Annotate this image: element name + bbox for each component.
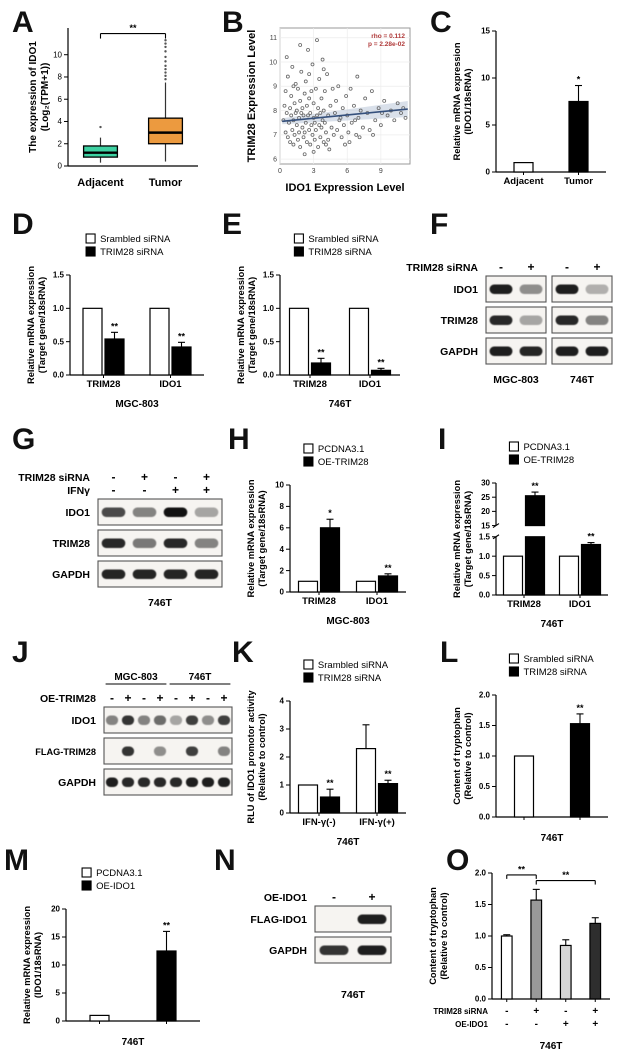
svg-text:TRIM28: TRIM28	[302, 596, 336, 607]
panel-k-label: K	[232, 636, 254, 669]
svg-text:Content of tryptophan: Content of tryptophan	[452, 707, 462, 805]
svg-text:-: -	[174, 691, 178, 705]
svg-text:8: 8	[279, 502, 284, 512]
panel-m-label: M	[4, 844, 29, 877]
svg-text:10: 10	[275, 480, 284, 490]
svg-text:0.0: 0.0	[478, 812, 490, 822]
svg-text:1.5: 1.5	[478, 532, 490, 542]
svg-text:-: -	[206, 691, 210, 705]
svg-text:PCDNA3.1: PCDNA3.1	[317, 444, 365, 455]
svg-text:**: **	[531, 481, 539, 492]
svg-text:(Target gene/18sRNA): (Target gene/18sRNA)	[37, 276, 47, 374]
svg-text:**: **	[576, 702, 584, 713]
svg-text:**: **	[326, 778, 334, 789]
svg-text:IDO1: IDO1	[365, 596, 389, 607]
svg-text:+: +	[368, 890, 376, 904]
svg-text:**: **	[129, 23, 137, 34]
svg-text:Tumor: Tumor	[148, 177, 183, 189]
svg-text:0.5: 0.5	[262, 337, 274, 347]
svg-text:-: -	[111, 483, 116, 497]
svg-text:11: 11	[269, 35, 277, 43]
svg-text:(Relative to control): (Relative to control)	[463, 712, 473, 800]
svg-text:+: +	[188, 691, 196, 705]
svg-text:IDO1: IDO1	[159, 379, 182, 390]
svg-text:4: 4	[279, 696, 284, 706]
svg-text:(Target gene/18sRNA): (Target gene/18sRNA)	[257, 490, 267, 587]
panel-m-barchart	[22, 866, 208, 1048]
svg-text:15: 15	[481, 26, 490, 36]
svg-text:0.0: 0.0	[478, 590, 490, 600]
svg-text:**: **	[377, 357, 385, 368]
svg-text:1.5: 1.5	[52, 270, 64, 280]
svg-text:20: 20	[51, 904, 60, 914]
svg-text:OE-IDO1: OE-IDO1	[263, 892, 307, 904]
svg-text:TRIM28 siRNA: TRIM28 siRNA	[406, 262, 478, 274]
svg-text:OE-IDO1: OE-IDO1	[96, 881, 136, 892]
svg-text:746T: 746T	[540, 619, 564, 630]
svg-text:TRIM28 siRNA: TRIM28 siRNA	[18, 472, 90, 484]
svg-text:**: **	[110, 321, 119, 332]
svg-text:+: +	[171, 483, 180, 497]
svg-text:Content of tryptophan: Content of tryptophan	[428, 887, 438, 985]
svg-text:OE-IDO1: OE-IDO1	[455, 1020, 488, 1029]
svg-text:-: -	[499, 260, 503, 274]
svg-text:0.5: 0.5	[478, 571, 490, 581]
svg-text:Tumor: Tumor	[564, 176, 593, 187]
svg-text:746T: 746T	[148, 597, 172, 609]
svg-text:15: 15	[481, 521, 490, 531]
panel-i-barchart	[452, 440, 616, 630]
panel-n-westernblot	[225, 884, 395, 1024]
panel-l-label: L	[440, 636, 459, 669]
svg-text:25: 25	[481, 492, 490, 502]
svg-text:MGC-803: MGC-803	[493, 374, 539, 386]
svg-text:3: 3	[311, 168, 316, 175]
svg-text:**: **	[562, 870, 570, 881]
svg-text:0.5: 0.5	[478, 782, 490, 792]
svg-text:TRIM28: TRIM28	[507, 599, 541, 610]
svg-text:+: +	[202, 483, 211, 497]
svg-text:0: 0	[55, 1016, 60, 1026]
svg-text:GAPDH: GAPDH	[58, 777, 96, 789]
panel-f-westernblot	[400, 252, 616, 402]
svg-text:0: 0	[279, 808, 284, 818]
svg-text:TRIM28: TRIM28	[293, 379, 327, 390]
panel-j-westernblot	[16, 668, 236, 833]
svg-text:*: *	[576, 74, 581, 85]
panel-h-barchart	[246, 442, 414, 627]
svg-text:TRIM28 siRNA: TRIM28 siRNA	[523, 667, 587, 678]
panel-a-label: A	[12, 6, 34, 39]
svg-text:20: 20	[481, 507, 490, 517]
svg-text:2: 2	[57, 139, 62, 149]
svg-text:0.5: 0.5	[52, 337, 64, 347]
svg-text:0: 0	[57, 161, 62, 171]
panel-c-barchart	[452, 18, 614, 193]
svg-text:FLAG-TRIM28: FLAG-TRIM28	[35, 747, 96, 757]
svg-text:9: 9	[273, 83, 277, 91]
panel-b-scatter	[246, 22, 416, 194]
svg-text:1: 1	[279, 780, 284, 790]
svg-text:Srambled siRNA: Srambled siRNA	[100, 234, 171, 245]
svg-text:GAPDH: GAPDH	[52, 569, 90, 581]
svg-text:(Target gene/18sRNA): (Target gene/18sRNA)	[247, 276, 257, 374]
panel-n-label: N	[214, 844, 236, 877]
svg-text:0.0: 0.0	[262, 370, 274, 380]
panel-a-boxplot	[28, 22, 208, 192]
svg-text:6: 6	[279, 523, 284, 533]
svg-text:10: 10	[481, 73, 490, 83]
svg-text:*: *	[328, 508, 332, 519]
panel-f-label: F	[430, 208, 449, 241]
svg-text:0.0: 0.0	[474, 994, 486, 1004]
svg-text:15: 15	[51, 932, 60, 942]
svg-text:TRIM28: TRIM28	[52, 538, 90, 550]
svg-text:IDO1: IDO1	[65, 507, 90, 519]
svg-text:0: 0	[485, 167, 490, 177]
svg-text:Srambled siRNA: Srambled siRNA	[317, 660, 389, 671]
svg-text:TRIM28 siRNA: TRIM28 siRNA	[317, 673, 382, 684]
svg-text:OE-TRIM28: OE-TRIM28	[39, 693, 96, 705]
panel-k-barchart	[246, 658, 414, 848]
svg-text:TRIM28: TRIM28	[440, 315, 478, 327]
svg-text:(Log₂(TPM+1)): (Log₂(TPM+1))	[40, 62, 51, 132]
panel-d-label: D	[12, 208, 34, 241]
svg-text:OE-TRIM28: OE-TRIM28	[523, 455, 575, 466]
svg-text:+: +	[592, 1006, 599, 1017]
svg-text:Relative mRNA expression: Relative mRNA expression	[236, 266, 246, 384]
svg-text:+: +	[562, 1019, 569, 1030]
panel-g-westernblot	[6, 462, 226, 622]
svg-text:746T: 746T	[341, 989, 365, 1001]
svg-text:TRIM28: TRIM28	[86, 379, 121, 390]
svg-text:+: +	[533, 1006, 540, 1017]
svg-text:-: -	[565, 260, 569, 274]
svg-text:+: +	[202, 470, 211, 484]
svg-text:9: 9	[378, 168, 383, 175]
svg-text:0.0: 0.0	[52, 370, 64, 380]
svg-text:746T: 746T	[188, 672, 212, 683]
svg-text:IDO1 Expression Level: IDO1 Expression Level	[285, 182, 405, 194]
svg-text:746T: 746T	[570, 374, 594, 386]
svg-text:IFN-γ(+): IFN-γ(+)	[359, 817, 395, 828]
svg-text:OE-TRIM28: OE-TRIM28	[317, 457, 369, 468]
svg-text:+: +	[592, 1019, 599, 1030]
svg-text:1.0: 1.0	[478, 551, 490, 561]
svg-text:5: 5	[55, 988, 60, 998]
svg-text:Relative mRNA expression: Relative mRNA expression	[452, 42, 462, 161]
svg-text:+: +	[140, 470, 149, 484]
panel-l-barchart	[452, 652, 616, 844]
svg-text:1.0: 1.0	[474, 931, 486, 941]
panel-g-label: G	[12, 423, 36, 456]
svg-text:-: -	[534, 1019, 538, 1030]
svg-text:Relative mRNA expression: Relative mRNA expression	[246, 479, 256, 598]
svg-text:2.0: 2.0	[474, 868, 486, 878]
svg-text:**: **	[517, 864, 526, 875]
svg-text:6: 6	[345, 168, 350, 175]
panel-c-label: C	[430, 6, 452, 39]
svg-text:1.5: 1.5	[478, 721, 490, 731]
svg-text:IDO1: IDO1	[71, 715, 96, 727]
svg-text:1.0: 1.0	[262, 304, 274, 314]
svg-text:(IDO1/18sRNA): (IDO1/18sRNA)	[33, 931, 43, 999]
panel-e-label: E	[222, 208, 243, 241]
svg-text:IDO1: IDO1	[453, 284, 478, 296]
svg-text:4: 4	[279, 544, 284, 554]
svg-text:rho = 0.112: rho = 0.112	[371, 33, 405, 40]
panel-b-label: B	[222, 6, 244, 39]
svg-text:+: +	[156, 691, 164, 705]
svg-text:1.0: 1.0	[52, 304, 64, 314]
svg-text:TRIM28 siRNA: TRIM28 siRNA	[308, 247, 372, 258]
svg-text:2.0: 2.0	[478, 690, 490, 700]
svg-text:Relative mRNA expression: Relative mRNA expression	[452, 480, 462, 598]
svg-text:746T: 746T	[539, 1041, 563, 1052]
panel-h-label: H	[228, 423, 250, 456]
svg-text:p = 2.28e-02: p = 2.28e-02	[367, 41, 405, 48]
panel-e-barchart	[236, 232, 408, 410]
svg-text:(Relative to control): (Relative to control)	[257, 713, 267, 801]
svg-text:1.5: 1.5	[262, 270, 274, 280]
svg-text:-: -	[111, 470, 116, 484]
svg-text:2: 2	[279, 566, 284, 576]
svg-text:Relative mRNA expression: Relative mRNA expression	[26, 266, 36, 384]
panel-o-label: O	[446, 844, 470, 877]
svg-text:10: 10	[53, 50, 62, 60]
svg-text:-: -	[505, 1006, 509, 1017]
svg-text:Adjacent: Adjacent	[77, 177, 124, 189]
svg-text:MGC-803: MGC-803	[114, 672, 158, 683]
svg-text:8: 8	[273, 107, 277, 115]
svg-text:GAPDH: GAPDH	[440, 346, 478, 358]
svg-text:**: **	[162, 920, 171, 931]
svg-text:**: **	[587, 531, 595, 542]
svg-text:Relative mRNA expression: Relative mRNA expression	[22, 906, 32, 1024]
svg-text:Srambled siRNA: Srambled siRNA	[523, 654, 594, 665]
svg-text:IDO1: IDO1	[358, 379, 382, 390]
svg-text:3: 3	[279, 724, 284, 734]
svg-text:-: -	[505, 1019, 509, 1030]
svg-text:6: 6	[273, 156, 277, 164]
svg-text:6: 6	[57, 94, 62, 104]
svg-text:**: **	[384, 562, 392, 573]
svg-text:10: 10	[51, 960, 60, 970]
svg-text:**: **	[384, 769, 392, 780]
svg-text:IFNγ: IFNγ	[67, 485, 90, 497]
svg-text:Adjacent: Adjacent	[503, 176, 544, 187]
svg-text:746T: 746T	[328, 399, 352, 410]
svg-text:-: -	[142, 483, 147, 497]
svg-text:30: 30	[481, 478, 490, 488]
svg-text:TRIM28 Expression Level: TRIM28 Expression Level	[246, 29, 258, 163]
svg-text:(Target gene/18sRNA): (Target gene/18sRNA)	[463, 490, 473, 588]
svg-text:The expression of IDO1: The expression of IDO1	[28, 41, 39, 153]
svg-text:2: 2	[279, 752, 284, 762]
panel-d-barchart	[26, 232, 212, 410]
svg-text:8: 8	[57, 72, 62, 82]
svg-text:10: 10	[269, 59, 277, 67]
panel-o-barchart	[428, 860, 618, 1052]
svg-text:(Relative to control): (Relative to control)	[439, 892, 449, 980]
svg-text:RLU of IDO1 promotor activity: RLU of IDO1 promotor activity	[246, 690, 256, 824]
svg-text:GAPDH: GAPDH	[269, 945, 307, 957]
svg-text:IFN-γ(-): IFN-γ(-)	[302, 817, 336, 828]
svg-text:TRIM28 siRNA: TRIM28 siRNA	[100, 247, 164, 258]
svg-text:MGC-803: MGC-803	[115, 399, 159, 410]
svg-text:7: 7	[273, 132, 277, 140]
svg-text:-: -	[173, 470, 178, 484]
svg-text:4: 4	[57, 117, 62, 127]
svg-text:746T: 746T	[121, 1037, 145, 1048]
svg-text:+: +	[593, 260, 601, 274]
svg-text:IDO1: IDO1	[568, 599, 592, 610]
svg-text:+: +	[527, 260, 535, 274]
panel-j-label: J	[12, 636, 29, 669]
svg-text:**: **	[317, 347, 325, 358]
svg-text:0: 0	[279, 587, 284, 597]
svg-text:Srambled siRNA: Srambled siRNA	[308, 234, 379, 245]
svg-text:5: 5	[485, 120, 490, 130]
panel-i-label: I	[438, 423, 447, 456]
svg-text:PCDNA3.1: PCDNA3.1	[96, 868, 143, 879]
svg-text:MGC-803: MGC-803	[326, 616, 370, 627]
svg-text:-: -	[564, 1006, 568, 1017]
svg-text:PCDNA3.1: PCDNA3.1	[523, 442, 570, 453]
svg-text:0: 0	[278, 168, 282, 175]
svg-text:746T: 746T	[540, 833, 564, 844]
svg-text:1.0: 1.0	[478, 751, 490, 761]
svg-text:1.5: 1.5	[474, 900, 486, 910]
svg-text:-: -	[332, 890, 336, 904]
svg-text:**: **	[177, 331, 186, 342]
svg-text:-: -	[142, 691, 146, 705]
svg-text:-: -	[110, 691, 114, 705]
svg-text:(IDO1/18sRNA): (IDO1/18sRNA)	[463, 68, 473, 135]
svg-text:746T: 746T	[336, 837, 360, 848]
svg-text:0.5: 0.5	[474, 963, 486, 973]
svg-text:+: +	[220, 691, 228, 705]
svg-text:TRIM28 siRNA: TRIM28 siRNA	[433, 1007, 488, 1016]
svg-text:+: +	[124, 691, 132, 705]
svg-text:FLAG-IDO1: FLAG-IDO1	[250, 914, 307, 926]
